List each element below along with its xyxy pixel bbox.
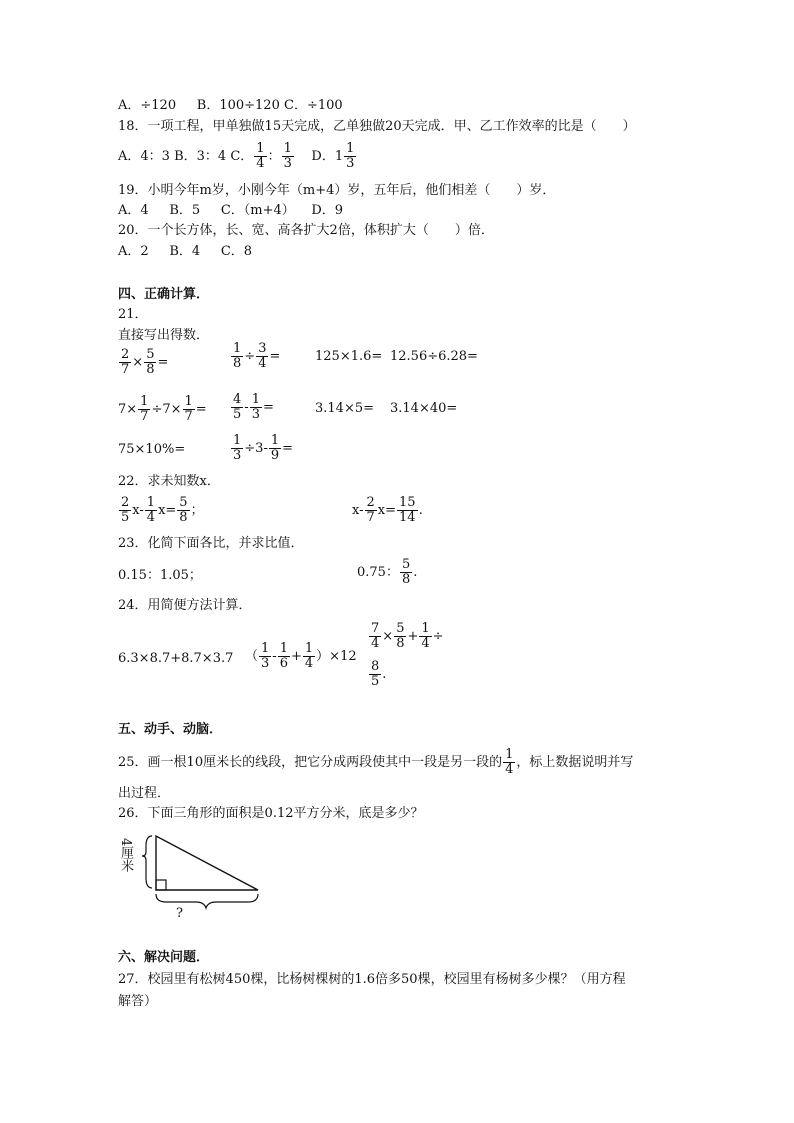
q19-option-d: D．9 [311,203,344,218]
q19-stem: 19．小明今年m岁，小刚今年（m+4）岁，五年后，他们相差（ ）岁． [118,183,556,198]
q23-expr-2: 0.75： $\frac{5}{8}$ . [357,557,418,587]
q22-equation-2: x- $\frac{2}{7}$ x= $\frac{15}{14}$ . [352,495,423,525]
fraction: $\frac{1}{4}$ [256,141,265,171]
q21-number: 21． [118,307,148,322]
q22-stem: 22．求未知数x． [118,474,220,489]
q19-option-c: C．（m+4） [220,203,295,218]
q24-expr-3-cont: $\frac{8}{5}$ . [371,659,387,689]
q21-expr: 12.56÷6.28= [390,349,478,364]
q24-expr-2: （ $\frac{1}{3}$ - $\frac{1}{6}$ + $\frac{1}{4}$ ）×12 [245,641,357,671]
q17-option-b: B．100÷120 [196,98,280,113]
section-title: 四、正确计算． [118,287,210,302]
q18-options [118,142,357,171]
q21-expr: 7× $\frac{1}{7}$ ÷7× $\frac{1}{7}$ = [118,394,207,424]
q17-option-c: C．÷100 [284,98,343,113]
q20-option-b: B．4 [169,244,201,259]
q21-expr: $\frac{1}{3}$ ÷3- $\frac{1}{9}$ = [233,433,294,463]
base-unknown-label: ? [176,906,183,921]
fraction: $\frac{1}{3}$ [283,141,292,171]
section-title: 五、动手、动脑． [118,722,223,737]
q17-option-a: A．÷120 [118,98,177,113]
q21-expr: $\frac{1}{8}$ ÷ $\frac{3}{4}$ = [233,341,281,371]
q19-option-b: B．5 [169,203,201,218]
q18-stem: 18．一项工程，甲单独做15天完成，乙单独做20天完成．甲、乙工作效率的比是（ ） [118,119,636,134]
section-title: 六、解决问题． [118,950,210,965]
side-length-label: 4厘米 [118,838,133,873]
ratio-sep: ： [267,148,281,164]
q18-option-b: B．3：4 [174,148,227,164]
q23-stem: 23．化简下面各比，并求比值． [118,536,304,551]
q20-options [118,244,252,260]
q26-stem: 26．下面三角形的面积是0.12平方分米，底是多少？ [118,806,424,821]
q21-expr: 75×10%= [118,442,186,457]
q21-expr: $\frac{4}{5}$ - $\frac{1}{3}$ = [233,392,274,422]
q20-stem: 20．一个长方体，长、宽、高各扩大2倍，体积扩大（ ）倍． [118,223,494,238]
q21-instruction: 直接写出得数． [118,328,210,343]
q24-expr-1: 6.3×8.7+8.7×3.7 [118,651,234,666]
right-triangle-figure [114,832,274,928]
q19-options [118,203,343,219]
q19-option-a: A．4 [118,203,149,218]
fraction: $\frac{1}{3}$ [346,141,355,171]
q25-line-1: 25．画一根10厘米长的线段，把它分成两段使其中一段是另一段的 $\frac{1}{4}$ ，标上数据说明并写 [118,747,634,777]
q23-expr-1: 0.15：1.05； [118,568,202,583]
q18-option-a: A．4：3 [118,148,170,164]
q24-expr-3: $\frac{7}{4}$ × $\frac{5}{8}$ + $\frac{1}{4}$ ÷ [371,621,444,651]
q20-option-c: C．8 [220,244,253,259]
q20-option-a: A．2 [118,244,149,259]
q21-expr: 125×1.6= [315,349,383,364]
q18-option-c-prefix: C． [230,148,254,164]
mixed-whole: 1 [334,148,344,164]
q27-line-2: 解答） [118,994,158,1009]
q21-expr: 3.14×5= [315,401,375,416]
q25-line-2: 出过程． [118,786,171,801]
q17-options [118,98,343,114]
q22-equation-1: $\frac{2}{5}$ x- $\frac{1}{4}$ x= $\frac{5}{8}$ ； [121,495,204,525]
q18-option-d-prefix: D． [311,148,335,164]
q24-stem: 24．用简便方法计算． [118,598,252,613]
q21-expr: $\frac{2}{7}$ × $\frac{5}{8}$ = [121,347,169,377]
q21-expr: 3.14×40= [390,401,458,416]
q27-line-1: 27．校园里有松树450棵，比杨树棵树的1.6倍多50棵，校园里有杨树多少棵？（用方程 [118,972,626,987]
